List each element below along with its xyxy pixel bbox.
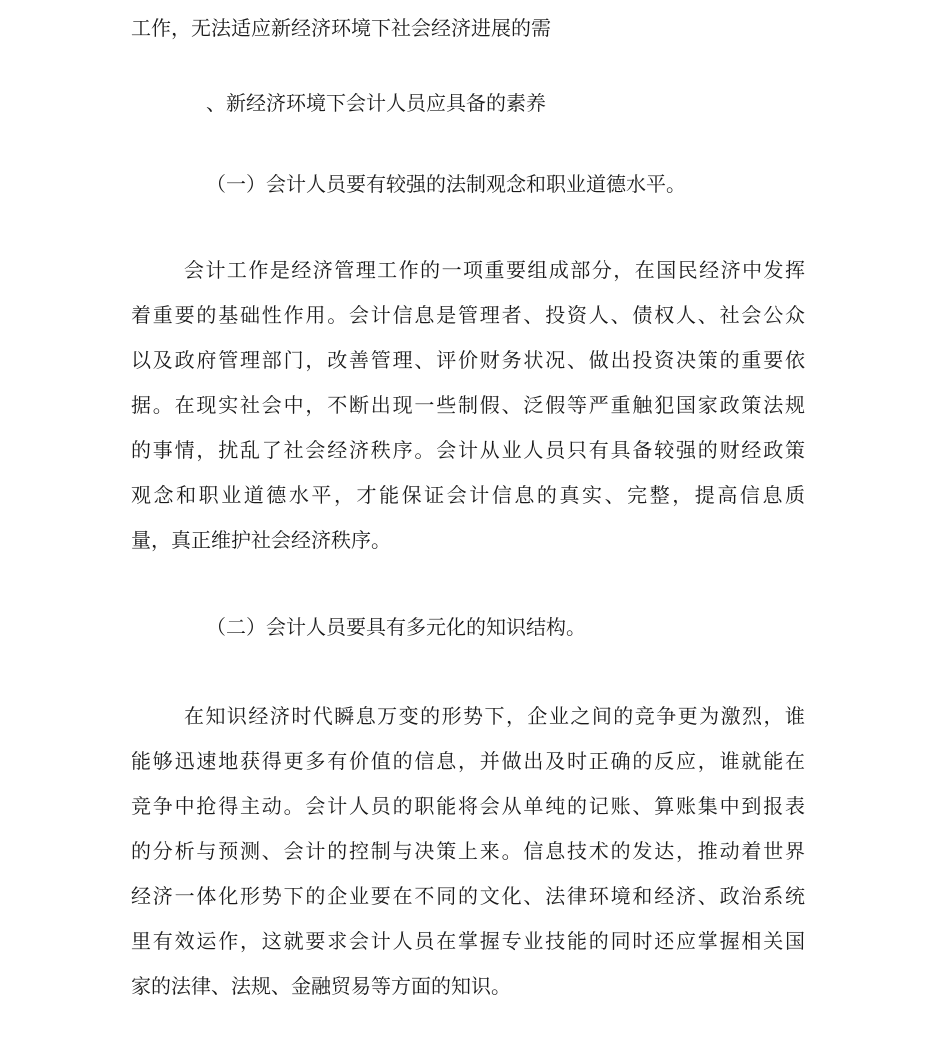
paragraph-line: 着重要的基础性作用。会计信息是管理者、投资人、债权人、社会公众 — [131, 303, 805, 327]
section-heading: 、新经济环境下会计人员应具备的素养 — [206, 91, 546, 115]
paragraph-line: 家的法律、法规、金融贸易等方面的知识。 — [131, 974, 511, 998]
subsection-heading-1: （一）会计人员要有较强的法制观念和职业道德水平。 — [206, 172, 686, 196]
paragraph-1 — [131, 258, 805, 573]
continued-text-line: 工作，无法适应新经济环境下社会经济进展的需 — [131, 16, 551, 40]
paragraph-line: 里有效运作，这就要求会计人员在掌握专业技能的同时还应掌握相关国 — [131, 929, 805, 953]
paragraph-line: 观念和职业道德水平，才能保证会计信息的真实、完整，提高信息质 — [131, 483, 805, 507]
paragraph-line: 经济一体化形势下的企业要在不同的文化、法律环境和经济、政治系统 — [131, 884, 805, 908]
paragraph-line: 量，真正维护社会经济秩序。 — [131, 528, 391, 552]
paragraph-line: 据。在现实社会中，不断出现一些制假、泛假等严重触犯国家政策法规 — [131, 393, 805, 417]
paragraph-line: 的分析与预测、会计的控制与决策上来。信息技术的发达，推动着世界 — [131, 839, 805, 863]
paragraph-line: 在知识经济时代瞬息万变的形势下，企业之间的竞争更为激烈，谁 — [184, 704, 805, 728]
paragraph-line: 的事情，扰乱了社会经济秩序。会计从业人员只有具备较强的财经政策 — [131, 438, 805, 462]
paragraph-line: 能够迅速地获得更多有价值的信息，并做出及时正确的反应，谁就能在 — [131, 749, 805, 773]
paragraph-2 — [131, 704, 805, 1019]
paragraph-line: 竞争中抢得主动。会计人员的职能将会从单纯的记账、算账集中到报表 — [131, 794, 805, 818]
paragraph-line: 以及政府管理部门，改善管理、评价财务状况、做出投资决策的重要依 — [131, 348, 805, 372]
subsection-heading-2: （二）会计人员要具有多元化的知识结构。 — [206, 615, 586, 639]
paragraph-line: 会计工作是经济管理工作的一项重要组成部分，在国民经济中发挥 — [184, 258, 805, 282]
